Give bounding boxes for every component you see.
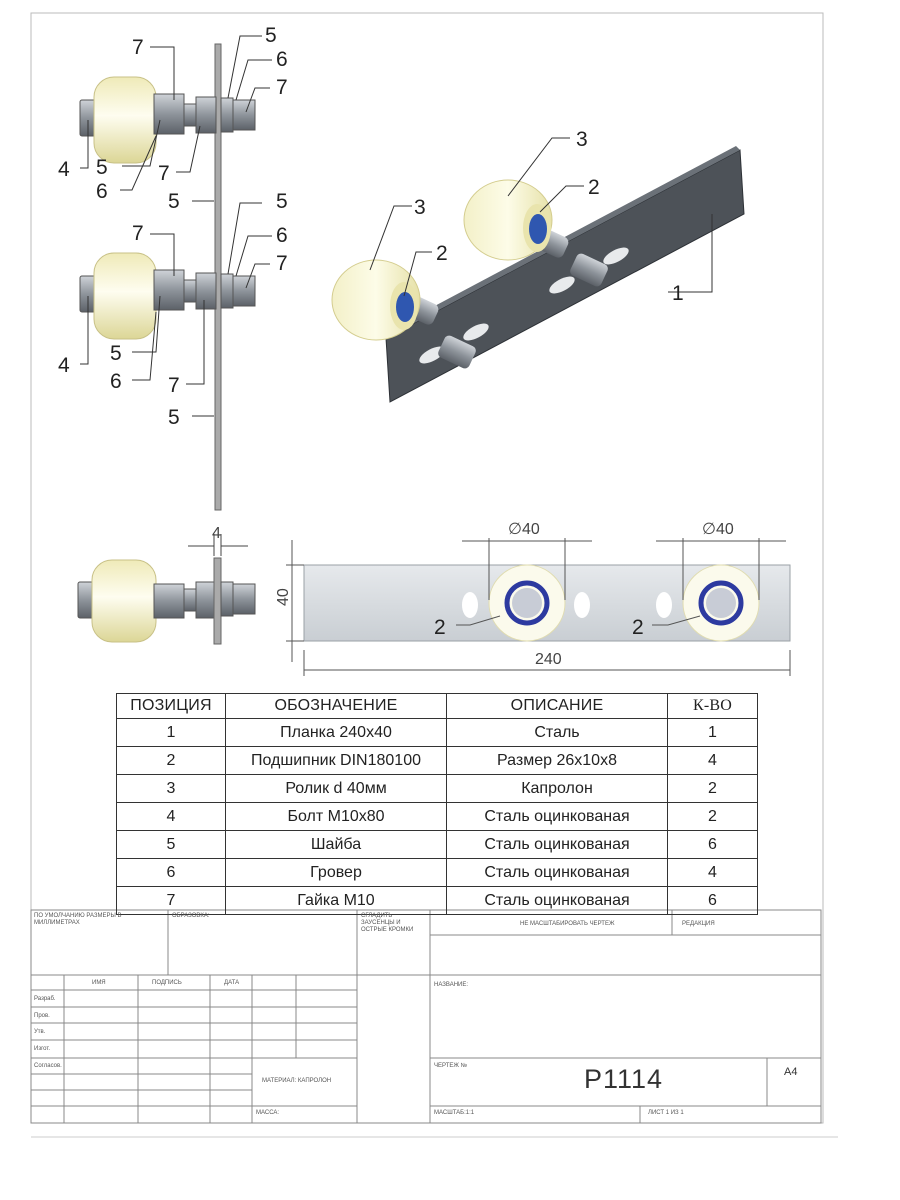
callout-6: 6 <box>96 180 108 203</box>
date-column-header: ДАТА <box>224 980 240 986</box>
no-scale-note: НЕ МАСШТАБИРОВАТЬ ЧЕРТЕЖ <box>520 921 615 927</box>
cell-description: Капролон <box>447 775 668 803</box>
cell-position: 4 <box>117 803 226 831</box>
material-label: МАТЕРИАЛ: КАПРОЛОН <box>262 1078 332 1084</box>
table-row <box>117 747 758 775</box>
cell-position: 1 <box>117 719 226 747</box>
header-position: ПОЗИЦИЯ <box>117 694 226 719</box>
table-row <box>117 831 758 859</box>
table-row <box>117 887 758 915</box>
callout-2: 2 <box>434 616 446 639</box>
callout-2: 2 <box>632 616 644 639</box>
cell-quantity: 2 <box>668 775 758 803</box>
callout-7: 7 <box>132 36 144 59</box>
sheet-count-label: ЛИСТ 1 ИЗ 1 <box>648 1110 684 1116</box>
cell-designation: Планка 240x40 <box>226 719 447 747</box>
callout-4: 4 <box>58 158 70 181</box>
callout-7: 7 <box>132 222 144 245</box>
row-label: Пров. <box>34 1013 50 1019</box>
cell-quantity: 6 <box>668 887 758 915</box>
title-label: НАЗВАНИЕ: <box>434 982 469 988</box>
header-quantity: К-ВО <box>668 694 758 719</box>
deburr-note: СГЛАДИТЬ ЗАУСЕНЦЫ И ОСТРЫЕ КРОМКИ <box>361 913 414 933</box>
title-block-grid <box>31 910 821 1123</box>
callout-7: 7 <box>276 76 288 99</box>
cell-description: Сталь оцинкованая <box>447 831 668 859</box>
cell-quantity: 2 <box>668 803 758 831</box>
row-label: Разраб. <box>34 996 56 1002</box>
mass-label: МАССА: <box>256 1110 280 1116</box>
callout-1: 1 <box>672 282 684 305</box>
sample-label: ОБРАЗОВКА: <box>172 913 210 919</box>
dim-length: 240 <box>535 651 562 668</box>
table-row <box>117 859 758 887</box>
callout-5: 5 <box>168 406 180 429</box>
sign-column-header: ПОДПИСЬ <box>152 980 182 986</box>
cell-designation: Подшипник DIN180100 <box>226 747 447 775</box>
dim-height: 40 <box>275 588 292 606</box>
side-assembly-middle <box>80 253 255 339</box>
callout-4: 4 <box>58 354 70 377</box>
sheet-size: A4 <box>784 1066 798 1078</box>
row-label: Изгот. <box>34 1046 51 1052</box>
callout-2: 2 <box>436 242 448 265</box>
callout-6: 6 <box>276 48 288 71</box>
scale-label: МАСШТАБ:1:1 <box>434 1110 475 1116</box>
callout-3: 3 <box>576 128 588 151</box>
revision-label: РЕДАКЦИЯ <box>682 921 715 927</box>
cell-designation: Ролик d 40мм <box>226 775 447 803</box>
callout-5: 5 <box>276 190 288 213</box>
callout-7: 7 <box>168 374 180 397</box>
header-description: ОПИСАНИЕ <box>447 694 668 719</box>
dim-diameter: ∅40 <box>702 521 734 538</box>
cell-quantity: 1 <box>668 719 758 747</box>
callout-2: 2 <box>588 176 600 199</box>
table-header-row <box>117 694 758 719</box>
cell-position: 3 <box>117 775 226 803</box>
cell-designation: Гайка М10 <box>226 887 447 915</box>
callout-5: 5 <box>110 342 122 365</box>
callout-3: 3 <box>414 196 426 219</box>
cell-description: Размер 26x10x8 <box>447 747 668 775</box>
header-designation: ОБОЗНАЧЕНИЕ <box>226 694 447 719</box>
callout-5: 5 <box>168 190 180 213</box>
dims-note: ПО УМОЛЧАНИЮ РАЗМЕРЫ В МИЛЛИМЕТРАХ <box>34 913 122 926</box>
cell-description: Сталь оцинкованая <box>447 803 668 831</box>
isometric-view <box>332 146 744 402</box>
cell-position: 5 <box>117 831 226 859</box>
cell-designation: Болт М10x80 <box>226 803 447 831</box>
callout-7: 7 <box>158 162 170 185</box>
table-row <box>117 719 758 747</box>
callout-5: 5 <box>265 24 277 47</box>
cell-designation: Гровер <box>226 859 447 887</box>
cell-position: 6 <box>117 859 226 887</box>
cell-quantity: 4 <box>668 747 758 775</box>
bill-of-materials <box>116 693 758 915</box>
callout-6: 6 <box>276 224 288 247</box>
dim-diameter: ∅40 <box>508 521 540 538</box>
cell-quantity: 6 <box>668 831 758 859</box>
dim-thickness: 4 <box>212 525 221 542</box>
cell-description: Сталь <box>447 719 668 747</box>
table-row <box>117 775 758 803</box>
callout-6: 6 <box>110 370 122 393</box>
table-row <box>117 803 758 831</box>
callout-7: 7 <box>276 252 288 275</box>
drawing-number: P1114 <box>584 1064 664 1094</box>
callout-5: 5 <box>96 156 108 179</box>
name-column-header: ИМЯ <box>92 980 106 986</box>
cell-designation: Шайба <box>226 831 447 859</box>
cell-position: 7 <box>117 887 226 915</box>
front-plate-view <box>304 565 790 641</box>
row-label: Утв. <box>34 1029 46 1035</box>
cell-description: Сталь оцинкованая <box>447 887 668 915</box>
side-assembly-bottom <box>78 558 255 644</box>
cell-position: 2 <box>117 747 226 775</box>
row-label: Согласов. <box>34 1063 62 1069</box>
side-assembly-top <box>80 77 255 163</box>
drawing-number-label: ЧЕРТЕЖ № <box>434 1063 468 1069</box>
cell-description: Сталь оцинкованая <box>447 859 668 887</box>
cell-quantity: 4 <box>668 859 758 887</box>
